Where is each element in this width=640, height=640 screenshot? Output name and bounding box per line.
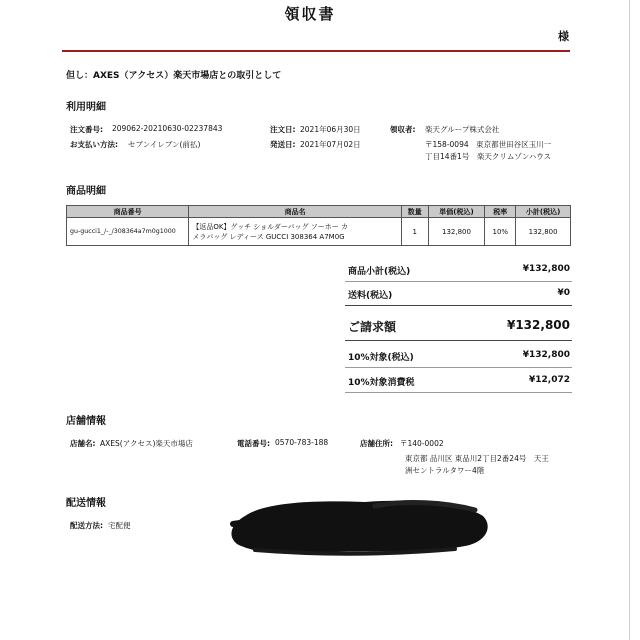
items-table — [66, 205, 571, 246]
items-table-header — [67, 206, 571, 218]
item-subtotal: 132,800 — [516, 218, 571, 246]
order-number: 209062-20210630-02237843 — [112, 124, 223, 133]
proviso-note: 但し：AXES（アクセス）楽天市場店との取引として — [66, 71, 282, 81]
page-edge — [629, 0, 630, 640]
shipping-value: ¥0 — [557, 288, 570, 298]
taxable10-value: ¥132,800 — [522, 350, 570, 360]
delivery-method: 宅配便 — [108, 521, 131, 530]
store-name-label: 店舗名: — [70, 439, 96, 448]
order-date-label: 注文日: — [270, 125, 296, 134]
col-quantity: 数量 — [401, 206, 428, 218]
store-phone-label: 電話番号: — [237, 439, 270, 448]
issuer-name: 楽天グループ株式会社 — [425, 125, 500, 134]
payment-method-label: お支払い方法: — [70, 140, 118, 149]
shipping-label: 送料(税込) — [348, 291, 393, 301]
taxable10-label: 10%対象(税込) — [348, 353, 414, 363]
ship-date-label: 発送日: — [270, 140, 296, 149]
recipient-suffix: 様 — [558, 30, 569, 43]
issuer-address-line2: 丁目14番1号 楽天クリムゾンハウス — [425, 152, 552, 161]
store-postal: 〒140-0002 — [400, 439, 444, 448]
store-address-label: 店舗住所: — [360, 439, 393, 448]
usage-heading: 利用明細 — [66, 102, 106, 113]
item-quantity: 1 — [401, 218, 428, 246]
items-heading: 商品明細 — [66, 186, 106, 197]
item-number: gu-gucci1_/-_/308364a7m0g1000 — [67, 218, 189, 246]
redaction-mark — [225, 494, 493, 556]
ship-date: 2021年07月02日 — [300, 140, 361, 149]
summary-divider — [345, 392, 572, 393]
item-name — [189, 218, 402, 246]
store-name: AXES(アクセス)楽天市場店 — [100, 439, 193, 448]
summary-divider — [345, 305, 572, 306]
store-address-line1: 東京都 品川区 東品川2丁目2番24号 天王 — [405, 454, 549, 463]
page-title: 領収書 — [284, 5, 336, 23]
total-label: ご請求額 — [348, 320, 397, 334]
item-unit-price: 132,800 — [428, 218, 485, 246]
col-tax-rate: 税率 — [485, 206, 516, 218]
subtotal-label: 商品小計(税込) — [348, 267, 411, 277]
item-tax-rate: 10% — [485, 218, 516, 246]
col-item-name: 商品名 — [189, 206, 402, 218]
col-subtotal: 小計(税込) — [516, 206, 571, 218]
delivery-method-label: 配送方法: — [70, 521, 103, 530]
subtotal-value: ¥132,800 — [522, 264, 570, 274]
summary-divider — [345, 281, 572, 282]
store-address-line2: 洲セントラルタワー4階 — [405, 466, 485, 475]
store-heading: 店舗情報 — [66, 416, 106, 427]
table-row — [67, 218, 571, 246]
tax10-value: ¥12,072 — [529, 375, 570, 385]
order-date: 2021年06月30日 — [300, 125, 361, 134]
col-item-number: 商品番号 — [67, 206, 189, 218]
summary-divider — [345, 340, 572, 341]
col-unit-price: 単価(税込) — [428, 206, 485, 218]
tax10-label: 10%対象消費税 — [348, 378, 415, 388]
item-name-line1: 【返品OK】グッチ ショルダーバッグ ソーホー カ — [192, 222, 348, 231]
payment-method: セブンイレブン(前払) — [128, 140, 201, 149]
summary-divider — [345, 367, 572, 368]
total-value: ¥132,800 — [506, 318, 570, 332]
issuer-label: 領収者: — [390, 125, 416, 134]
order-number-label: 注文番号: — [70, 125, 103, 134]
item-name-line2: メラバッグ レディース GUCCI 308364 A7M0G — [192, 232, 345, 241]
delivery-heading: 配送情報 — [66, 498, 106, 509]
store-phone: 0570-783-188 — [275, 438, 329, 447]
header-divider — [62, 50, 570, 52]
issuer-address-line1: 〒158-0094 東京都世田谷区玉川一 — [425, 140, 552, 149]
